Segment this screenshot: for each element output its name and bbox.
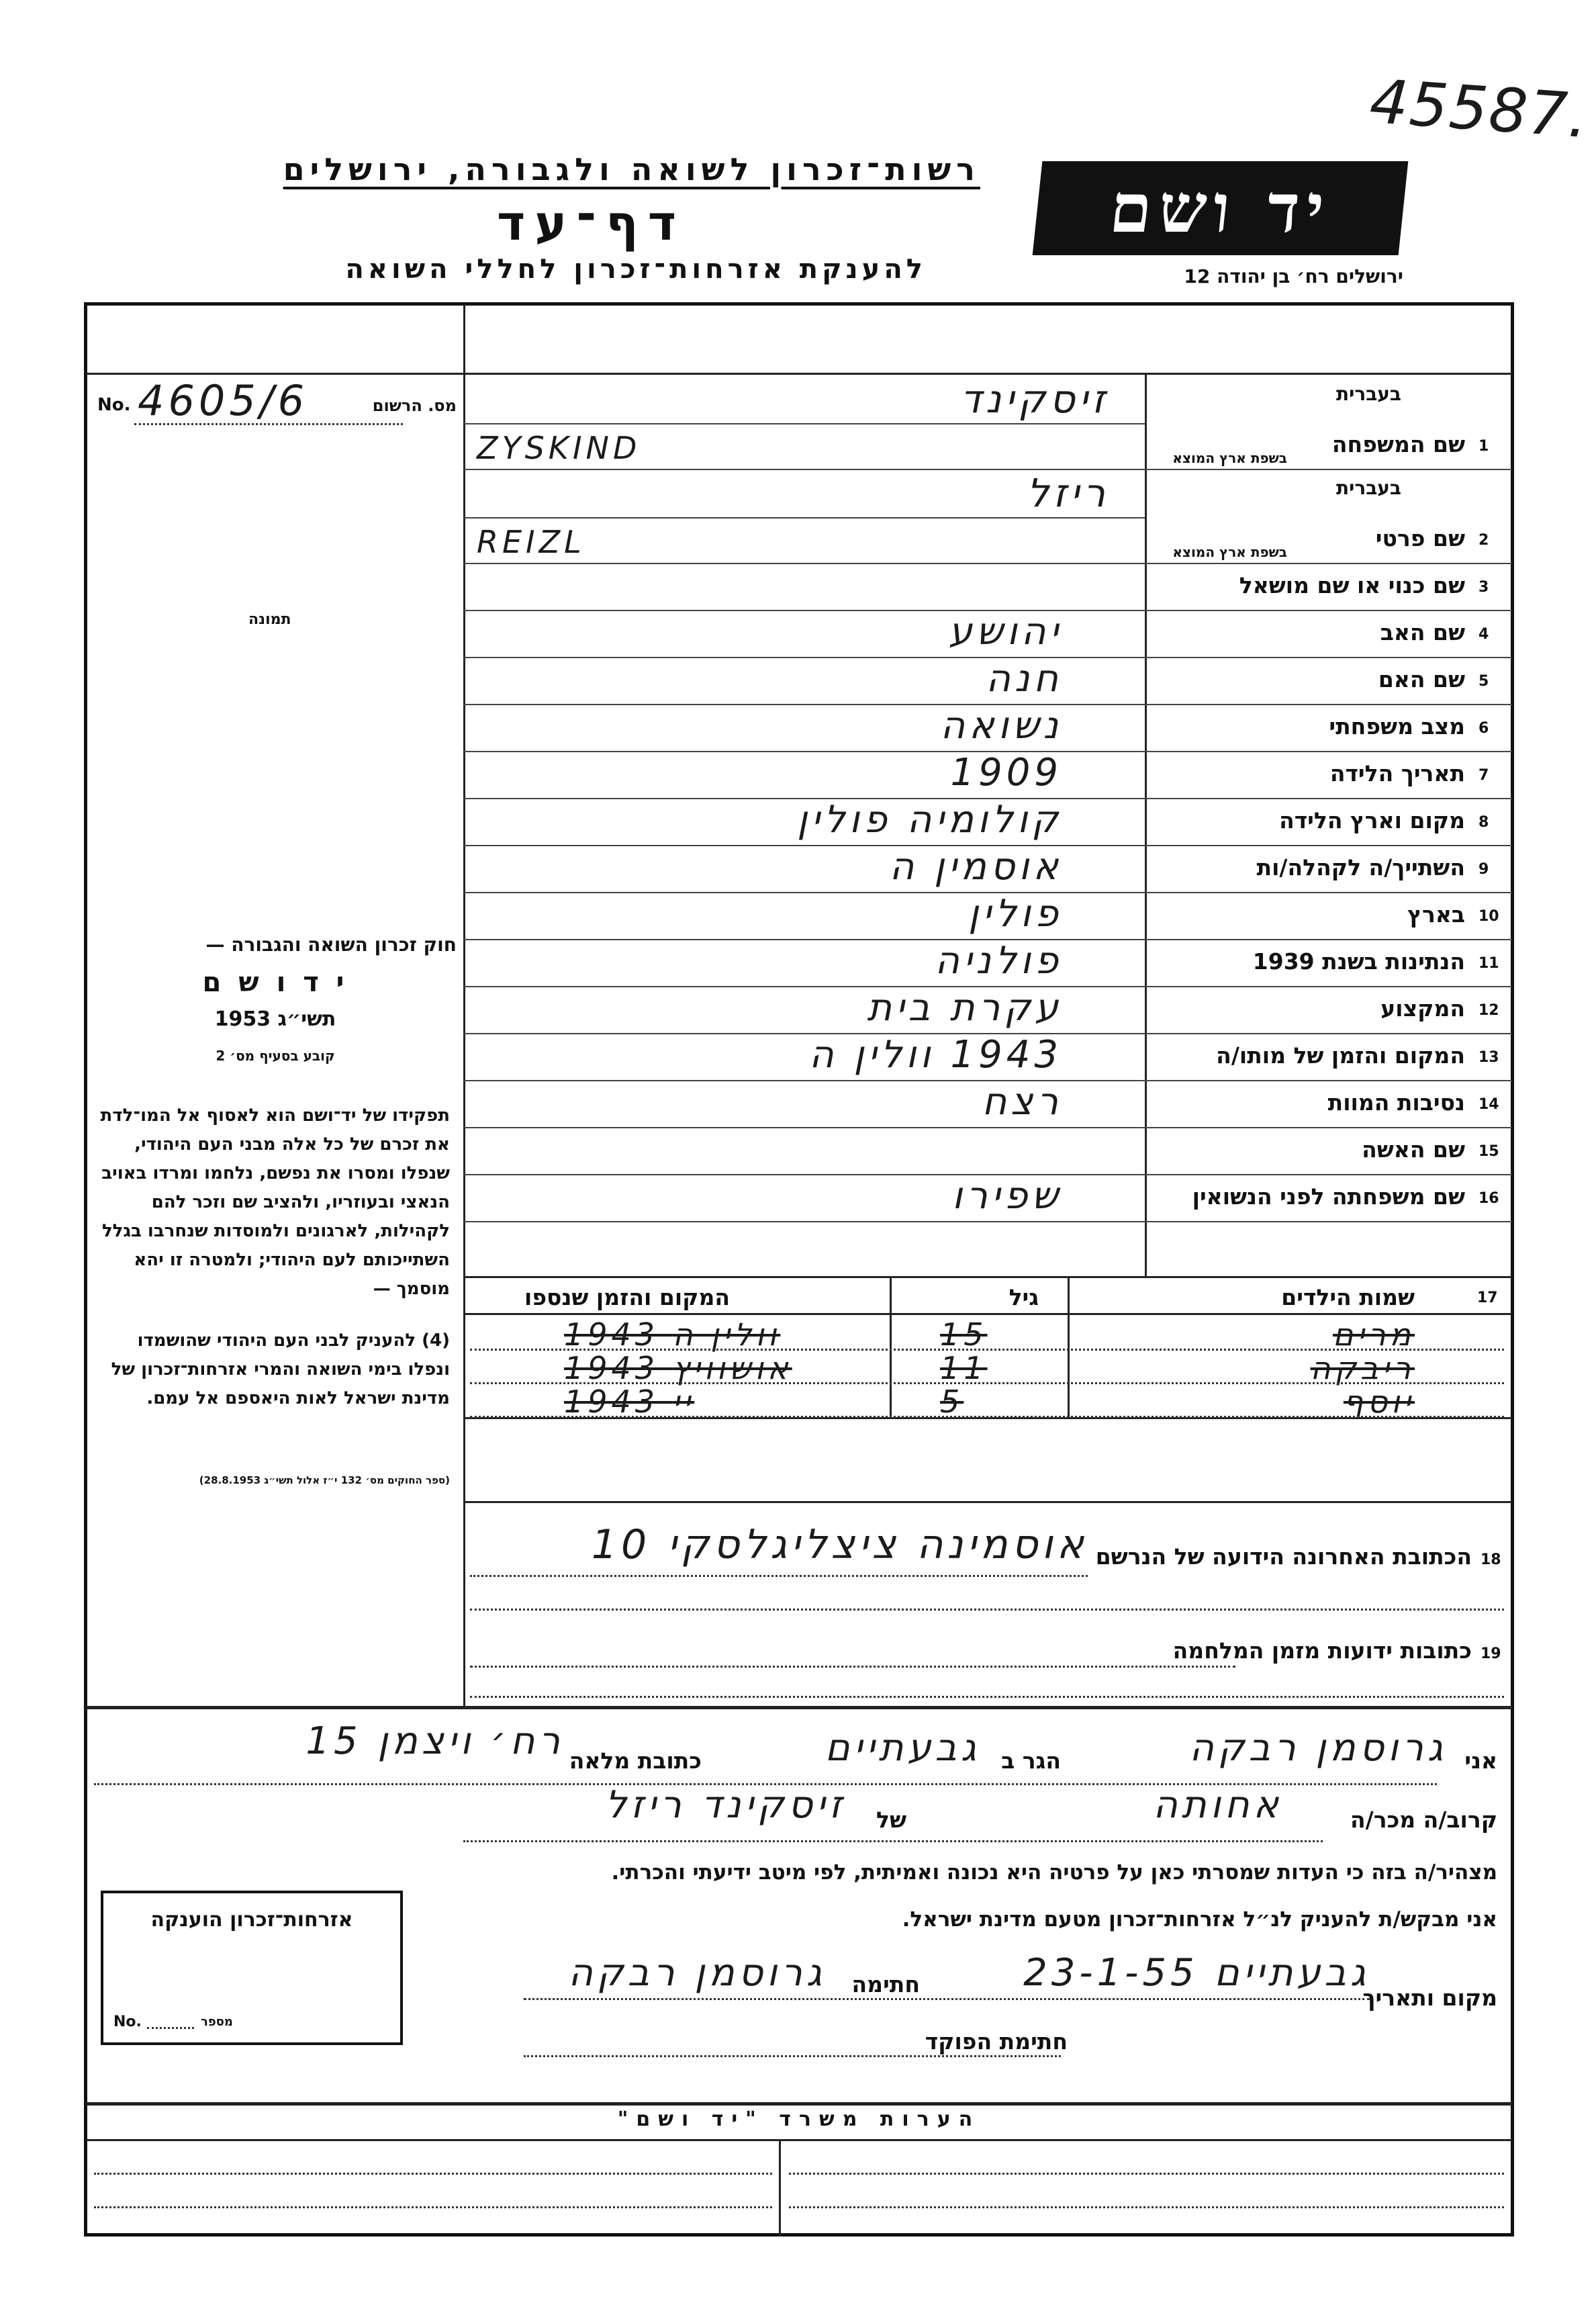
field-7-number: 7 [1478, 767, 1489, 784]
children-header-bottom [463, 1313, 1512, 1315]
declaration-i-label: אני [1464, 1748, 1497, 1774]
field-6-label: מצב משפחתי [1329, 713, 1465, 739]
field-1-hebrew-caption: בעברית [1335, 383, 1401, 405]
full-address-value: רח׳ ויצמן 15 [306, 1719, 564, 1763]
residing-label: הגר ב [1001, 1748, 1061, 1774]
field-4-value: יהושע [948, 610, 1062, 653]
field-14-value: רצח [982, 1080, 1062, 1124]
field-12-number: 12 [1478, 1002, 1499, 1019]
of-label: של [876, 1807, 906, 1833]
field-row-2 [463, 470, 1512, 564]
field-16-label: שם משפחתה לפני הנשואין [1192, 1183, 1465, 1210]
field-18-number: 18 [1481, 1551, 1501, 1568]
field-row-13 [463, 1034, 1512, 1081]
field-row-1 [463, 376, 1512, 470]
field-15-number: 15 [1478, 1143, 1499, 1160]
field-row-7 [463, 752, 1512, 799]
relation-value: אחותה [1153, 1783, 1282, 1827]
full-address-label: כתובת מלאה [569, 1748, 702, 1774]
of-value: זיסקינד ריזל [605, 1783, 846, 1827]
children-table-top [463, 1276, 1512, 1278]
field-4-label: שם האב [1380, 619, 1465, 645]
law-title: חוק זכרון השואה והגבורה — [205, 934, 457, 956]
field-row-5 [463, 658, 1512, 705]
citizenship-title: אזרחות־זכרון הוענקה [150, 1908, 353, 1932]
field-15-label: שם האשה [1362, 1136, 1465, 1163]
office-notes-header-line [86, 2139, 1512, 2141]
place-date-label: מקום ותאריך [1362, 1985, 1497, 2011]
field-1-number: 1 [1478, 438, 1489, 455]
declarant-name: גרוסמן רבקה [1189, 1726, 1447, 1770]
field-12-value: עקרת בית [867, 986, 1062, 1030]
field-1-local-caption: בשפת ארץ המוצא [1172, 450, 1287, 466]
logo-address: ירושלים רח׳ בן יהודה 12 [1184, 265, 1403, 287]
field-8-label: מקום וארץ הלידה [1279, 807, 1465, 833]
field-row-12 [463, 987, 1512, 1034]
field-1-value-local: ZYSKIND [477, 430, 641, 466]
law-name: י ד ו ש ם [202, 967, 348, 998]
officer-label: חתימת הפוקד [925, 2028, 1068, 2054]
form-title: דף־עד [497, 195, 686, 251]
field-row-6 [463, 705, 1512, 752]
citizenship-box [101, 1891, 403, 2045]
office-notes-title: הערות משרד "יד ושם" [617, 2108, 981, 2131]
field-7-label: תאריך הלידה [1329, 760, 1465, 786]
office-notes-top [86, 2102, 1512, 2106]
field-16-value: שפירו [951, 1174, 1062, 1218]
field-16-number: 16 [1478, 1190, 1499, 1207]
child-place-time: 1943 אושוויץ [564, 1350, 792, 1386]
field-2-number: 2 [1478, 532, 1489, 549]
field-3-label: שם כנוי או שם מושאל [1239, 572, 1465, 598]
field-1-value-hebrew: זיסקינד [960, 376, 1109, 422]
field-7-value: 1909 [950, 751, 1062, 795]
field-8-value: קולומיה פולין [797, 798, 1062, 842]
child-place-time: 1943 יי [564, 1384, 695, 1420]
field-row-4 [463, 611, 1512, 658]
law-paragraph-2: (4) להעניק לבני העם היהודי שהושמדו ונפלו בימי השואה והמרי אזרחות־זכרון של מדינת ישראל לאות היאספם אל עמם. [111, 1330, 450, 1408]
statement-1: מצהיר/ה בזה כי העדות שמסרתי כאן על פרטיה היא נכונה ואמיתית, לפי מיטב ידיעתי והכרתי. [611, 1860, 1497, 1885]
field-13-number: 13 [1478, 1049, 1499, 1066]
children-col-1 [890, 1276, 892, 1417]
field-10-label: בארץ [1407, 901, 1465, 928]
field-row-11 [463, 940, 1512, 987]
field-17-number: 17 [1477, 1290, 1498, 1306]
yad-vashem-logo [1033, 161, 1409, 255]
field-row-10 [463, 893, 1512, 940]
citizenship-no-label: No. [113, 2014, 142, 2030]
field-1-label: שם המשפחה [1331, 431, 1465, 457]
place-date-value: גבעתיים 23-1-55 [1023, 1951, 1370, 1995]
field-18-value: אוסמינה ציצליגלסקי 10 [591, 1521, 1088, 1568]
field-6-number: 6 [1478, 720, 1489, 737]
law-source: (ספר החוקים מס׳ 132 י״ז אלול תשי״ג 28.8.1953) [199, 1474, 450, 1486]
child-age: 15 [940, 1316, 988, 1353]
field-11-number: 11 [1478, 955, 1499, 972]
children-col-2 [1068, 1276, 1070, 1417]
field-11-value: פולניה [935, 939, 1062, 983]
field-11-label: הנתינות בשנת 1939 [1252, 948, 1465, 975]
field-row-3 [463, 564, 1512, 611]
field-19-number: 19 [1481, 1645, 1501, 1662]
signature-value: גרוסמן רבקה [568, 1951, 826, 1995]
field-6-value: נשואה [940, 704, 1062, 748]
photo-label: תמונה [248, 611, 291, 628]
field-13-value: 1943 וולין ה [809, 1033, 1062, 1077]
logo-text: יד ושם [1106, 169, 1335, 248]
declaration-top [86, 1706, 1512, 1709]
authority-header: רשות־זכרון לשואה ולגבורה, ירושלים [283, 151, 980, 187]
field-row-9 [463, 846, 1512, 893]
field-18-label: הכתובת האחרונה הידועה של הנרשם [1095, 1543, 1472, 1570]
field-10-number: 10 [1478, 908, 1499, 925]
children-age-header: גיל [1008, 1284, 1039, 1310]
field-9-label: השתייך/ה לקהלה/ות [1256, 854, 1465, 880]
field-row-14 [463, 1081, 1512, 1128]
law-clause: קובע בסעיף מס׳ 2 [216, 1048, 335, 1064]
field-9-number: 9 [1478, 861, 1489, 878]
field-5-number: 5 [1478, 673, 1489, 690]
field-18-top [463, 1501, 1512, 1503]
registration-value: 4605/6 [138, 376, 309, 425]
registration-number-block [94, 376, 460, 430]
signature-label: חתימה [851, 1971, 920, 1997]
field-10-value: פולין [968, 892, 1062, 936]
field-2-hebrew-caption: בעברית [1335, 477, 1401, 499]
field-2-label: שם פרטי [1375, 525, 1465, 551]
field-12-label: המקצוע [1380, 995, 1465, 1022]
child-age: 11 [940, 1350, 988, 1386]
office-notes-divider [779, 2139, 781, 2236]
field-row-8 [463, 799, 1512, 846]
field-14-number: 14 [1478, 1096, 1499, 1113]
law-paragraph-1: תפקידו של יד־ושם הוא לאסוף אל המו־לדת את זכרם של כל אלה מבני העם היהודי, שנפלו ומסרו את נפשם, נלחמו ומרדו באויב הנאצי ובעוזריו, ולהציב שם וזכר להם לקהילות, לארגונים ולמוסדות שנחרבו בגלל השתייכותם לעם היהודי; ולמטרה זו יהא מוסמך — [100, 1105, 450, 1299]
child-name: ריבקה [1310, 1350, 1415, 1386]
registration-label: מס. הרשום [372, 396, 457, 415]
registration-prefix: No. [97, 395, 131, 415]
field-4-number: 4 [1478, 626, 1489, 643]
child-place-time: 1943 וולין ה [564, 1316, 781, 1353]
children-place-header: המקום והזמן שנספו [524, 1284, 730, 1310]
residing-value: גבעתיים [825, 1726, 980, 1770]
field-14-label: נסיבות המוות [1327, 1089, 1465, 1116]
child-name: יוסף [1343, 1384, 1415, 1420]
citizenship-number-label: מספר [201, 2015, 233, 2029]
field-row-15 [463, 1128, 1512, 1175]
field-9-value: אוסמין ה [889, 845, 1062, 889]
field-2-local-caption: בשפת ארץ המוצא [1172, 544, 1287, 560]
child-name: מרים [1332, 1316, 1415, 1353]
relative-label: קרוב/ה מכר/ה [1350, 1807, 1497, 1833]
archive-number: 45587. [1367, 66, 1592, 152]
child-age: 5 [940, 1384, 964, 1420]
field-5-label: שם האם [1378, 666, 1465, 692]
form-subtitle: להענקת אזרחות־זכרון לחללי השואה [345, 254, 927, 285]
field-row-16 [463, 1175, 1512, 1222]
field-2-value-local: REIZL [477, 524, 585, 560]
children-names-header: שמות הילדים [1281, 1284, 1415, 1310]
field-19-label: כתובות ידועות מזמן המלחמה [1172, 1637, 1472, 1664]
field-8-number: 8 [1478, 814, 1489, 831]
field-3-number: 3 [1478, 579, 1489, 596]
field-2-value-hebrew: ריזל [1027, 470, 1109, 516]
statement-2: אני מבקש/ת להעניק לנ״ל אזרחות־זכרון מטעם מדינת ישראל. [902, 1907, 1497, 1932]
field-5-value: חנה [986, 657, 1062, 700]
field-13-label: המקום והזמן של מותו/ה [1216, 1042, 1465, 1069]
law-year: תשי״ג 1953 [214, 1007, 336, 1031]
top-band-line [86, 373, 1512, 375]
